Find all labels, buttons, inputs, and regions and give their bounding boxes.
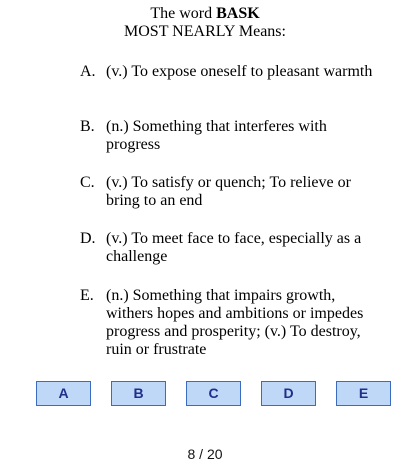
option-text: (n.) Something that impairs growth, withers hopes and ambitions or impedes progress and prosperity; (v.) To destroy, ruin or frustrate [106,287,364,358]
answer-button-a[interactable]: A [36,381,91,406]
question-line-2: MOST NEARLY Means: [124,23,286,40]
option-d [80,230,380,266]
question-line-1 [0,5,410,23]
answer-button-d[interactable]: D [261,381,316,406]
option-letter: A. [80,63,96,80]
page-counter: 8 / 20 [187,446,223,462]
question-heading [0,5,410,41]
option-text: (v.) To satisfy or quench; To relieve or bring to an end [106,174,351,209]
option-text: (v.) To meet face to face, especially as a challenge [106,230,362,265]
question-word: BASK [216,5,260,22]
option-letter: E. [80,287,94,304]
option-a [80,63,380,81]
answer-button-b[interactable]: B [111,381,166,406]
answer-button-c[interactable]: C [186,381,241,406]
option-e [80,287,380,359]
option-text: (n.) Something that interferes with progress [106,118,327,153]
question-prefix: The word [150,5,217,22]
option-text: (v.) To expose oneself to pleasant warmth [106,63,373,80]
option-b [80,118,380,154]
option-letter: C. [80,174,95,191]
option-c [80,174,380,210]
answer-button-e[interactable]: E [336,381,391,406]
option-letter: B. [80,118,95,135]
option-letter: D. [80,230,96,247]
